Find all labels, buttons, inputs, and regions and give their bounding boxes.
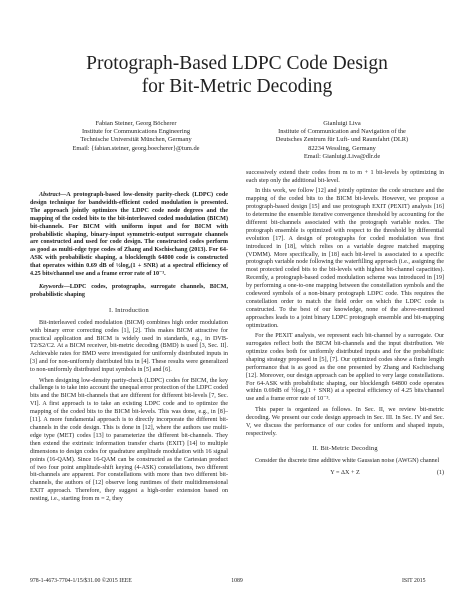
author-affiliation: Deutsches Zentrum für Luft- und Raumfahrt (DLR) — [275, 136, 409, 144]
equation-number: (1) — [436, 470, 444, 477]
body-paragraph: successively extend their codes from m to m + 1 bit-levels by optimizing in each step only the additional bit-level. — [246, 170, 444, 184]
author-names: Fabian Steiner, Georg Böcherer — [95, 120, 177, 127]
section-heading-bit-metric-decoding: II. Bit-Metric Decoding — [312, 445, 378, 453]
body-paragraph: For the PEXIT analysis, we represent each bit-channel by a surrogate. Our surrogates reflect both the BICM bit-channels and the input distribution. We optimize codes both for uniformly distributed inputs and for the probabilistic shaping strategy proposed in [5], [7]. Our optimized codes show a finite length performance that is as good as the one presented by Zhang and Kschischang [12]. Moreover, our design approach can be applied to very large constellations. For 64-ASK with probabilistic shaping, our blocklength 64800 code operates within 0.69dB of ½log₂(1 + SNR) at a spectral efficiency of 4.25 bits/channel use and a frame error rate of 10⁻³. — [246, 333, 444, 403]
keywords — [30, 284, 228, 300]
body-paragraph: This paper is organized as follows. In Sec. II, we review bit-metric decoding. We present our code design approach in Sec. III. In Sec. IV and Sec. V, we discuss the performance of our codes for uniform and shaped inputs, respectively. — [246, 406, 444, 437]
abstract-label: Abstract — [39, 192, 61, 198]
paper-title — [0, 52, 474, 98]
author-email: Email: {fabian.steiner, georg.boecherer}@tum.de — [72, 144, 200, 152]
keywords-text: —LDPC codes, protographs, surrogate channels, BICM, probabilistic shaping — [30, 283, 228, 298]
equation — [246, 470, 444, 480]
equation-body: Y = ΔX + Z — [330, 470, 360, 477]
author-email: Email: Gianluigi.Liva@dlr.de — [303, 152, 381, 160]
footer-page-number: 1089 — [231, 578, 243, 584]
footer-copyright: 978-1-4673-7704-1/15/$31.00 ©2015 IEEE — [30, 578, 132, 584]
body-paragraph: Consider the discrete time additive white Gaussian noise (AWGN) channel — [255, 458, 440, 465]
author-address: 82234 Wessling, Germany — [308, 144, 376, 152]
author-block-right — [244, 120, 440, 161]
author-affiliation: Institute for Communications Engineering — [81, 128, 191, 136]
section-heading-introduction: I. Introduction — [109, 306, 149, 314]
author-names: Gianluigi Liva — [323, 120, 361, 127]
left-column — [30, 192, 228, 504]
title-line-2: for Bit-Metric Decoding — [141, 76, 333, 97]
author-affiliation: Institute of Communication and Navigation of the — [278, 128, 406, 136]
body-paragraph: Bit-interleaved coded modulation (BICM) combines high order modulation with binary error correcting codes [1], [2]. This makes BICM attractive for practical application and BICM is widely used in standards, e.g., in DVB-T2/S2/C2. At a BICM receiver, bit-metric decoding (BMD) is used [3, Sec. II]. Achievable rates for BMD were investigated for uniformly distributed inputs in [3] and for non-uniformly distributed bits in [4]. These results were generalized to non-uniformly distributed input symbols in [5] and [6]. — [30, 319, 228, 374]
footer-conference: ISIT 2015 — [402, 578, 426, 584]
author-block-left — [38, 120, 234, 153]
abstract — [30, 192, 228, 279]
body-paragraph: In this work, we follow [12] and jointly optimize the code structure and the mapping of the coded bits to the BICM bit-levels. However, we propose a protograph-based design [15] and use protograph EXIT (PEXIT) analysis [16] to determine the ensemble iterative convergence threshold by accounting for the different bit-channels associated with the protograph variable nodes. The protograph ensemble is optimized with respect to the threshold by differential evolution [17]. A design of protographs for coded modulation was first introduced in [18], which relies on a variable degree matched mapping (VDMM). More specifically, in [18] each bit-level is associated to a specific protograph variable node following the waterfilling approach (i.e., assigning the most protected coded bits to the bit-levels with highest bit-channel capacities). Recently, a protograph-based coded modulation scheme was introduced in [19] by performing a one-to-one mapping between the constellation symbols and the codeword symbols of a non-binary protograph LDPC code. This requires the constellation order to match the field order on which the LDPC code is constructed. To the best of our knowledge, none of the above-mentioned approaches leads to a joint binary LDPC protograph ensemble and bit-mapping optimization. — [246, 188, 444, 329]
author-affiliation: Technische Universität München, Germany — [80, 136, 192, 144]
abstract-text: —A protograph-based low-density parity-check (LDPC) code design technique for bandwidth-efficient coded modulation is presented. The approach jointly optimizes the LDPC code node degrees and the mapping of the coded bits to the bit-interleaved coded modulation (BICM) bit-channels. For BICM with uniform input and for BICM with probabilistic shaping, binary-input symmetric-output surrogate channels are constructed and used for code design. The constructed codes perform as good as multi-edge type codes of Zhang and Kschischang (2013). For 64-ASK with probabilistic shaping, a blocklength 64800 code is constructed that operates within 0.69 dB of ½log₂(1 + SNR) at a spectral efficiency of 4.25 bits/channel use and a frame error rate of 10⁻³. — [30, 192, 228, 278]
right-column — [246, 170, 444, 482]
body-paragraph: When designing low-density parity-check (LDPC) codes for BICM, the key challenge is to take into account the unequal error protection of the LDPC coded bits and the BICM bit-channels that are different for different bit-levels [7, Sec. VI]. A first approach is to take an existing LDPC code and to optimize the mapping of the coded bits to the BICM bit-levels. This was done, e.g., in [8]–[11]. A more fundamental approach is to directly incorporate the different bit-channels in the code design. This is done in [12], where the authors use multi-edge type (MET) codes [13] to parameterize the different bit-channels. They then extend the extrinsic information transfer charts (EXIT) [14] to multiple dimensions to design codes for quadrature amplitude modulation with 16 signal points (16-QAM). Since 16-QAM can be constructed as the Cartesian product of two four point amplitude-shift keying (4-ASK) constellations, two different bit-channels are apparent. For constellations with more than two different bit-channels, the authors of [12] observe long runtimes of their multidimensional EXIT approach. Therefore, they suggest a high-order extension based on nesting, i.e., starting from m = 2, they — [30, 377, 228, 503]
title-line-1: Protograph-Based LDPC Code Design — [86, 53, 388, 74]
keywords-label: Keywords — [39, 283, 64, 290]
